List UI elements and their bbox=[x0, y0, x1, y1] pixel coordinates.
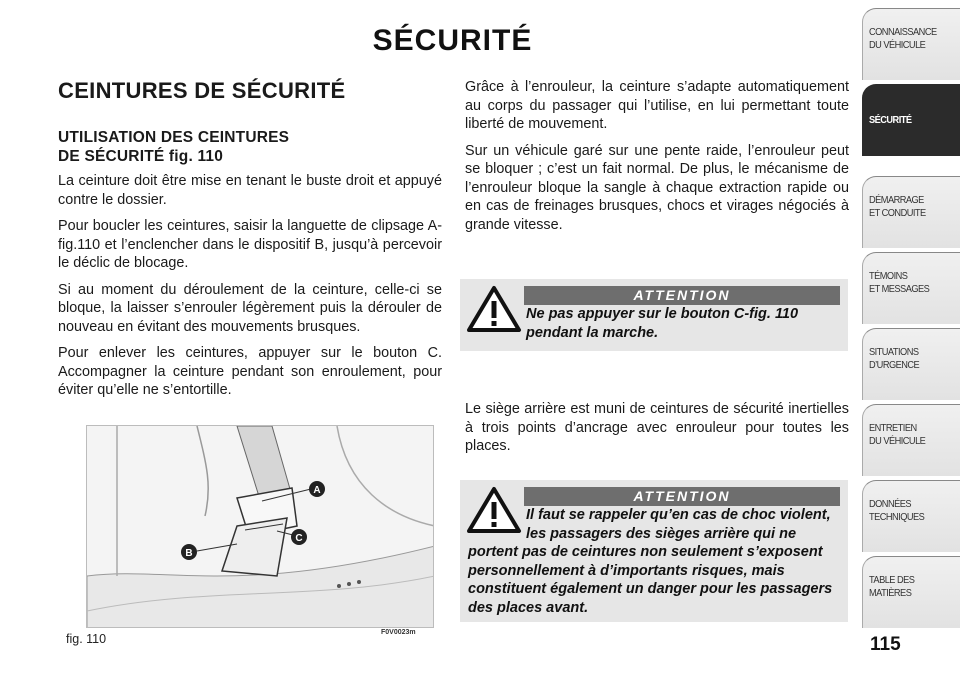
callout-c: C bbox=[295, 533, 303, 544]
chapter-tab-demarrage[interactable] bbox=[862, 176, 960, 248]
chapter-tab-securite[interactable] bbox=[862, 84, 960, 156]
warning-triangle-icon bbox=[466, 486, 522, 534]
paragraph-posture: La ceinture doit être mise en tenant le buste droit et appuyé contre le dossier. bbox=[58, 173, 442, 208]
callout-b: B bbox=[185, 548, 193, 559]
subheading-line-1: UTILISATION DES CEINTURES bbox=[58, 129, 290, 146]
chapter-tab-label: TECHNIQUES bbox=[869, 510, 925, 523]
warning-text-rest: portent pas de ceintures non seulement s’exposent personnellement à d’importants risques, mais constituent également un danger pour les passagers des places avant. bbox=[468, 544, 833, 616]
callout-a: A bbox=[313, 485, 321, 496]
figure-code: F0V0023m bbox=[381, 629, 416, 636]
subheading-line-2: DE SÉCURITÉ fig. 110 bbox=[58, 148, 224, 165]
chapter-tab-situations[interactable] bbox=[862, 328, 960, 400]
chapter-tab-label: TÉMOINS bbox=[869, 270, 908, 282]
chapter-tab-temoins[interactable] bbox=[862, 252, 960, 324]
paragraph-retractor: Grâce à l’enrouleur, la ceinture s’adapte automatiquement au corps du passager qui l’utilise, en lui permettant toute liberté de mouvement. bbox=[465, 79, 849, 132]
warning-text-first: Il faut se rappeler qu’en cas de choc violent, les passagers des sièges arrière qui ne bbox=[526, 507, 831, 542]
warning-box-rear-passengers bbox=[460, 480, 848, 622]
subsection-heading bbox=[58, 128, 442, 166]
paragraph-buckle: Pour boucler les ceintures, saisir la languette de clipsage A-fig.110 et l’enclencher dans le dispositif B, jusqu’à percevoir le déclic de blocage. bbox=[58, 218, 442, 271]
chapter-tab-label: ET MESSAGES bbox=[869, 282, 930, 295]
right-column bbox=[465, 78, 849, 242]
paragraph-slope-lock: Sur un véhicule garé sur une pente raide, l’enrouleur peut se bloquer ; c’est un fait normal. De plus, le mécanisme de l’enrouleur bloque la sangle à chaque extraction rapide ou en cas de freinages brusques, chocs et virages négociés à grande vitesse. bbox=[465, 142, 849, 233]
chapter-tab-entretien[interactable] bbox=[862, 404, 960, 476]
seatbelt-figure bbox=[86, 425, 434, 628]
warning-label: ATTENTION bbox=[524, 487, 840, 506]
paragraph-release: Pour enlever les ceintures, appuyer sur le bouton C. Accompagner la ceinture pendant son enroulement, pour éviter qu’elle ne s’entortille. bbox=[58, 345, 442, 398]
warning-triangle-icon bbox=[466, 285, 522, 333]
warning-box-button bbox=[460, 279, 848, 351]
page-number: 115 bbox=[870, 634, 901, 655]
chapter-tab-connaissance[interactable] bbox=[862, 8, 960, 80]
chapter-tab-label: ENTRETIEN bbox=[869, 422, 917, 434]
left-column bbox=[58, 78, 442, 408]
warning-text: Ne pas appuyer sur le bouton C-fig. 110 pendant la marche. bbox=[526, 306, 799, 341]
figure-caption: fig. 110 bbox=[66, 632, 107, 646]
chapter-tab-donnees[interactable] bbox=[862, 480, 960, 552]
chapter-tab-label: DU VÉHICULE bbox=[869, 38, 926, 51]
chapter-tab-label: CONNAISSANCE bbox=[869, 26, 937, 38]
section-heading: CEINTURES DE SÉCURITÉ bbox=[58, 78, 346, 103]
chapter-tab-label: TABLE DES bbox=[869, 574, 915, 586]
chapter-tab-label: DU VÉHICULE bbox=[869, 434, 926, 447]
warning-label: ATTENTION bbox=[524, 286, 840, 305]
chapter-sidebar bbox=[862, 0, 960, 677]
page-title: SÉCURITÉ bbox=[372, 24, 533, 57]
chapter-tab-label: ET CONDUITE bbox=[869, 206, 926, 219]
paragraph-rear-seats: Le siège arrière est muni de ceintures de sécurité inertielles à trois points d’ancrage avec enrouleur pour toutes les places. bbox=[465, 401, 849, 454]
chapter-tab-label: MATIÈRES bbox=[869, 586, 912, 599]
chapter-tab-label: DONNÉES bbox=[869, 498, 912, 510]
chapter-tab-label: SITUATIONS bbox=[869, 346, 919, 358]
chapter-tab-label: D’URGENCE bbox=[869, 358, 920, 371]
paragraph-unroll: Si au moment du déroulement de la ceinture, celle-ci se bloque, la laisser s’enrouler légèrement puis la dérouler de nouveau en évitant des mouvements brusques. bbox=[58, 281, 442, 335]
chapter-tab-table[interactable] bbox=[862, 556, 960, 628]
seatbelt-buckle-illustration bbox=[87, 426, 434, 628]
chapter-tab-label: SÉCURITÉ bbox=[869, 114, 912, 126]
chapter-tab-label: DÉMARRAGE bbox=[869, 194, 924, 206]
